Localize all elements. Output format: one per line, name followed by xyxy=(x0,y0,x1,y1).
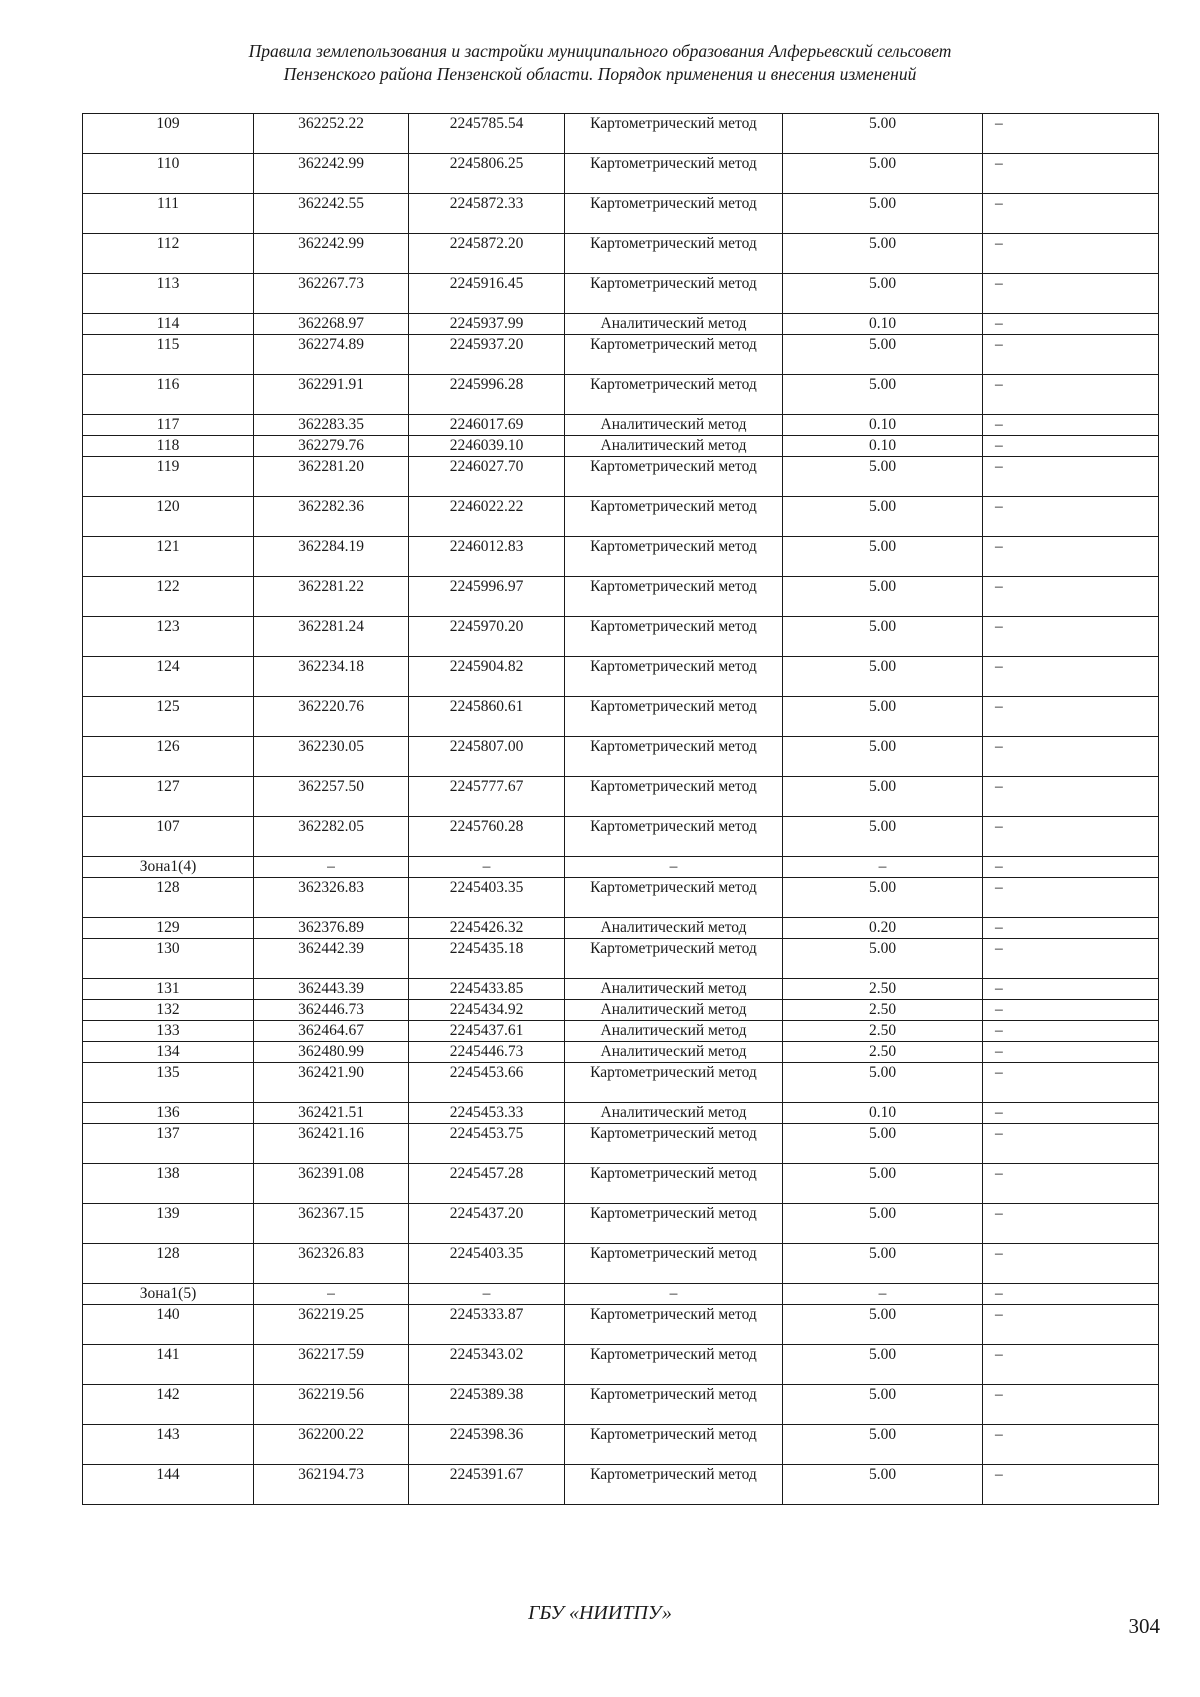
y-coordinate-cell: 2245970.20 xyxy=(409,617,565,657)
note-cell: – xyxy=(983,577,1159,617)
note-cell: – xyxy=(983,918,1159,939)
x-coordinate-cell: 362443.39 xyxy=(254,979,409,1000)
method-cell: Картометрический метод xyxy=(565,154,783,194)
note-cell: – xyxy=(983,1305,1159,1345)
footer-organization: ГБУ «НИИТПУ» xyxy=(528,1602,672,1624)
table-row xyxy=(83,436,1159,457)
note-cell: – xyxy=(983,737,1159,777)
y-coordinate-cell: 2245433.85 xyxy=(409,979,565,1000)
point-number-cell: 111 xyxy=(83,194,254,234)
y-coordinate-cell: 2245403.35 xyxy=(409,878,565,918)
x-coordinate-cell: – xyxy=(254,1284,409,1305)
method-cell: Картометрический метод xyxy=(565,577,783,617)
table-row xyxy=(83,777,1159,817)
point-number-cell: 119 xyxy=(83,457,254,497)
point-number-cell: 113 xyxy=(83,274,254,314)
x-coordinate-cell: 362230.05 xyxy=(254,737,409,777)
x-coordinate-cell: 362281.20 xyxy=(254,457,409,497)
note-cell: – xyxy=(983,114,1159,154)
point-number-cell: 132 xyxy=(83,1000,254,1021)
point-number-cell: 125 xyxy=(83,697,254,737)
x-coordinate-cell: 362282.36 xyxy=(254,497,409,537)
accuracy-cell: 5.00 xyxy=(783,194,983,234)
y-coordinate-cell: 2245403.35 xyxy=(409,1244,565,1284)
x-coordinate-cell: 362367.15 xyxy=(254,1204,409,1244)
note-cell: – xyxy=(983,234,1159,274)
page-header xyxy=(0,40,1200,86)
note-cell: – xyxy=(983,335,1159,375)
note-cell: – xyxy=(983,1204,1159,1244)
table-row xyxy=(83,1164,1159,1204)
y-coordinate-cell: 2246022.22 xyxy=(409,497,565,537)
method-cell: Картометрический метод xyxy=(565,617,783,657)
accuracy-cell: 0.10 xyxy=(783,415,983,436)
point-number-cell: 117 xyxy=(83,415,254,436)
y-coordinate-cell: 2245996.97 xyxy=(409,577,565,617)
y-coordinate-cell: 2245389.38 xyxy=(409,1385,565,1425)
point-number-cell: 141 xyxy=(83,1345,254,1385)
y-coordinate-cell: 2245453.33 xyxy=(409,1103,565,1124)
y-coordinate-cell: – xyxy=(409,857,565,878)
x-coordinate-cell: 362391.08 xyxy=(254,1164,409,1204)
method-cell: Картометрический метод xyxy=(565,114,783,154)
x-coordinate-cell: 362257.50 xyxy=(254,777,409,817)
x-coordinate-cell: 362480.99 xyxy=(254,1042,409,1063)
point-number-cell: 139 xyxy=(83,1204,254,1244)
table-row xyxy=(83,1204,1159,1244)
accuracy-cell: 5.00 xyxy=(783,234,983,274)
x-coordinate-cell: 362283.35 xyxy=(254,415,409,436)
y-coordinate-cell: 2245437.61 xyxy=(409,1021,565,1042)
x-coordinate-cell: 362326.83 xyxy=(254,1244,409,1284)
table-row xyxy=(83,1284,1159,1305)
x-coordinate-cell: 362421.51 xyxy=(254,1103,409,1124)
table-row xyxy=(83,1021,1159,1042)
x-coordinate-cell: 362284.19 xyxy=(254,537,409,577)
accuracy-cell: 2.50 xyxy=(783,979,983,1000)
y-coordinate-cell: 2245996.28 xyxy=(409,375,565,415)
accuracy-cell: 5.00 xyxy=(783,737,983,777)
x-coordinate-cell: 362217.59 xyxy=(254,1345,409,1385)
point-number-cell: 112 xyxy=(83,234,254,274)
header-line-2: Пензенского района Пензенской области. Порядок применения и внесения изменений xyxy=(283,64,917,84)
table-row xyxy=(83,1465,1159,1505)
table-row xyxy=(83,537,1159,577)
table-row xyxy=(83,878,1159,918)
accuracy-cell: 5.00 xyxy=(783,617,983,657)
point-number-cell: 130 xyxy=(83,939,254,979)
x-coordinate-cell: 362421.16 xyxy=(254,1124,409,1164)
method-cell: Картометрический метод xyxy=(565,939,783,979)
accuracy-cell: 5.00 xyxy=(783,1425,983,1465)
y-coordinate-cell: 2245937.20 xyxy=(409,335,565,375)
table-row xyxy=(83,415,1159,436)
y-coordinate-cell: 2245446.73 xyxy=(409,1042,565,1063)
method-cell: Картометрический метод xyxy=(565,1124,783,1164)
table-row xyxy=(83,375,1159,415)
y-coordinate-cell: 2246012.83 xyxy=(409,537,565,577)
table-row xyxy=(83,1124,1159,1164)
point-number-cell: 121 xyxy=(83,537,254,577)
y-coordinate-cell: 2245391.67 xyxy=(409,1465,565,1505)
point-number-cell: 135 xyxy=(83,1063,254,1103)
y-coordinate-cell: 2245807.00 xyxy=(409,737,565,777)
y-coordinate-cell: 2245453.66 xyxy=(409,1063,565,1103)
x-coordinate-cell: 362421.90 xyxy=(254,1063,409,1103)
accuracy-cell: 5.00 xyxy=(783,274,983,314)
y-coordinate-cell: 2245398.36 xyxy=(409,1425,565,1465)
note-cell: – xyxy=(983,939,1159,979)
y-coordinate-cell: 2245806.25 xyxy=(409,154,565,194)
point-number-cell: 140 xyxy=(83,1305,254,1345)
x-coordinate-cell: 362220.76 xyxy=(254,697,409,737)
method-cell: Аналитический метод xyxy=(565,979,783,1000)
table-row xyxy=(83,1103,1159,1124)
accuracy-cell: 5.00 xyxy=(783,1063,983,1103)
note-cell: – xyxy=(983,1042,1159,1063)
table-row xyxy=(83,274,1159,314)
header-line-1: Правила землепользования и застройки муниципального образования Алферьевский сельсовет xyxy=(248,41,952,61)
note-cell: – xyxy=(983,1124,1159,1164)
table-row xyxy=(83,1000,1159,1021)
accuracy-cell: 0.10 xyxy=(783,1103,983,1124)
note-cell: – xyxy=(983,375,1159,415)
point-number-cell: Зона1(4) xyxy=(83,857,254,878)
method-cell: – xyxy=(565,857,783,878)
note-cell: – xyxy=(983,497,1159,537)
note-cell: – xyxy=(983,194,1159,234)
y-coordinate-cell: 2246039.10 xyxy=(409,436,565,457)
x-coordinate-cell: 362442.39 xyxy=(254,939,409,979)
table-row xyxy=(83,1385,1159,1425)
table-row xyxy=(83,918,1159,939)
accuracy-cell: 5.00 xyxy=(783,697,983,737)
method-cell: Аналитический метод xyxy=(565,415,783,436)
y-coordinate-cell: 2246027.70 xyxy=(409,457,565,497)
x-coordinate-cell: 362242.99 xyxy=(254,154,409,194)
x-coordinate-cell: 362281.22 xyxy=(254,577,409,617)
point-number-cell: 142 xyxy=(83,1385,254,1425)
y-coordinate-cell: 2245916.45 xyxy=(409,274,565,314)
note-cell: – xyxy=(983,154,1159,194)
table-row xyxy=(83,1305,1159,1345)
y-coordinate-cell: 2245860.61 xyxy=(409,697,565,737)
accuracy-cell: 5.00 xyxy=(783,878,983,918)
accuracy-cell: – xyxy=(783,857,983,878)
method-cell: Картометрический метод xyxy=(565,1164,783,1204)
table-row xyxy=(83,457,1159,497)
method-cell: Картометрический метод xyxy=(565,1204,783,1244)
note-cell: – xyxy=(983,1000,1159,1021)
x-coordinate-cell: 362219.56 xyxy=(254,1385,409,1425)
page-number: 304 xyxy=(1128,1614,1160,1638)
note-cell: – xyxy=(983,436,1159,457)
x-coordinate-cell: 362376.89 xyxy=(254,918,409,939)
point-number-cell: 110 xyxy=(83,154,254,194)
method-cell: Картометрический метод xyxy=(565,737,783,777)
y-coordinate-cell: 2245457.28 xyxy=(409,1164,565,1204)
method-cell: Аналитический метод xyxy=(565,314,783,335)
accuracy-cell: 2.50 xyxy=(783,1021,983,1042)
point-number-cell: 129 xyxy=(83,918,254,939)
accuracy-cell: 2.50 xyxy=(783,1000,983,1021)
x-coordinate-cell: 362279.76 xyxy=(254,436,409,457)
x-coordinate-cell: – xyxy=(254,857,409,878)
table-row xyxy=(83,335,1159,375)
accuracy-cell: 5.00 xyxy=(783,375,983,415)
note-cell: – xyxy=(983,697,1159,737)
table-row xyxy=(83,857,1159,878)
method-cell: Картометрический метод xyxy=(565,697,783,737)
y-coordinate-cell: 2245453.75 xyxy=(409,1124,565,1164)
table-row xyxy=(83,497,1159,537)
x-coordinate-cell: 362234.18 xyxy=(254,657,409,697)
table-row xyxy=(83,577,1159,617)
x-coordinate-cell: 362282.05 xyxy=(254,817,409,857)
y-coordinate-cell: 2246017.69 xyxy=(409,415,565,436)
method-cell: Картометрический метод xyxy=(565,817,783,857)
method-cell: Аналитический метод xyxy=(565,1021,783,1042)
note-cell: – xyxy=(983,1284,1159,1305)
accuracy-cell: – xyxy=(783,1284,983,1305)
point-number-cell: 124 xyxy=(83,657,254,697)
y-coordinate-cell: 2245777.67 xyxy=(409,777,565,817)
x-coordinate-cell: 362326.83 xyxy=(254,878,409,918)
x-coordinate-cell: 362268.97 xyxy=(254,314,409,335)
point-number-cell: 134 xyxy=(83,1042,254,1063)
note-cell: – xyxy=(983,1425,1159,1465)
method-cell: Картометрический метод xyxy=(565,274,783,314)
y-coordinate-cell: – xyxy=(409,1284,565,1305)
x-coordinate-cell: 362267.73 xyxy=(254,274,409,314)
accuracy-cell: 5.00 xyxy=(783,1204,983,1244)
y-coordinate-cell: 2245435.18 xyxy=(409,939,565,979)
accuracy-cell: 5.00 xyxy=(783,335,983,375)
x-coordinate-cell: 362281.24 xyxy=(254,617,409,657)
accuracy-cell: 2.50 xyxy=(783,1042,983,1063)
table-row xyxy=(83,1425,1159,1465)
y-coordinate-cell: 2245872.33 xyxy=(409,194,565,234)
y-coordinate-cell: 2245760.28 xyxy=(409,817,565,857)
x-coordinate-cell: 362252.22 xyxy=(254,114,409,154)
table-row xyxy=(83,1042,1159,1063)
accuracy-cell: 5.00 xyxy=(783,1305,983,1345)
method-cell: Картометрический метод xyxy=(565,878,783,918)
point-number-cell: 133 xyxy=(83,1021,254,1042)
table-row xyxy=(83,617,1159,657)
note-cell: – xyxy=(983,415,1159,436)
method-cell: Картометрический метод xyxy=(565,457,783,497)
point-number-cell: 107 xyxy=(83,817,254,857)
method-cell: Аналитический метод xyxy=(565,436,783,457)
table-row xyxy=(83,979,1159,1000)
accuracy-cell: 5.00 xyxy=(783,154,983,194)
note-cell: – xyxy=(983,878,1159,918)
accuracy-cell: 5.00 xyxy=(783,1244,983,1284)
x-coordinate-cell: 362464.67 xyxy=(254,1021,409,1042)
table-row xyxy=(83,939,1159,979)
method-cell: Аналитический метод xyxy=(565,1000,783,1021)
note-cell: – xyxy=(983,537,1159,577)
point-number-cell: 138 xyxy=(83,1164,254,1204)
y-coordinate-cell: 2245333.87 xyxy=(409,1305,565,1345)
point-number-cell: 131 xyxy=(83,979,254,1000)
method-cell: Картометрический метод xyxy=(565,335,783,375)
y-coordinate-cell: 2245437.20 xyxy=(409,1204,565,1244)
x-coordinate-cell: 362291.91 xyxy=(254,375,409,415)
table-row xyxy=(83,697,1159,737)
method-cell: Картометрический метод xyxy=(565,1305,783,1345)
point-number-cell: 120 xyxy=(83,497,254,537)
x-coordinate-cell: 362219.25 xyxy=(254,1305,409,1345)
x-coordinate-cell: 362242.99 xyxy=(254,234,409,274)
note-cell: – xyxy=(983,1164,1159,1204)
accuracy-cell: 5.00 xyxy=(783,817,983,857)
accuracy-cell: 5.00 xyxy=(783,1164,983,1204)
note-cell: – xyxy=(983,1063,1159,1103)
y-coordinate-cell: 2245426.32 xyxy=(409,918,565,939)
note-cell: – xyxy=(983,857,1159,878)
x-coordinate-cell: 362242.55 xyxy=(254,194,409,234)
point-number-cell: 114 xyxy=(83,314,254,335)
x-coordinate-cell: 362194.73 xyxy=(254,1465,409,1505)
accuracy-cell: 0.10 xyxy=(783,436,983,457)
note-cell: – xyxy=(983,617,1159,657)
table-row xyxy=(83,657,1159,697)
y-coordinate-cell: 2245434.92 xyxy=(409,1000,565,1021)
x-coordinate-cell: 362274.89 xyxy=(254,335,409,375)
method-cell: Картометрический метод xyxy=(565,234,783,274)
note-cell: – xyxy=(983,1103,1159,1124)
note-cell: – xyxy=(983,1465,1159,1505)
table-row xyxy=(83,194,1159,234)
note-cell: – xyxy=(983,1021,1159,1042)
method-cell: Картометрический метод xyxy=(565,1244,783,1284)
point-number-cell: 143 xyxy=(83,1425,254,1465)
accuracy-cell: 5.00 xyxy=(783,1345,983,1385)
point-number-cell: Зона1(5) xyxy=(83,1284,254,1305)
accuracy-cell: 5.00 xyxy=(783,1385,983,1425)
accuracy-cell: 5.00 xyxy=(783,1465,983,1505)
point-number-cell: 115 xyxy=(83,335,254,375)
point-number-cell: 136 xyxy=(83,1103,254,1124)
point-number-cell: 128 xyxy=(83,1244,254,1284)
method-cell: Картометрический метод xyxy=(565,1063,783,1103)
table-row xyxy=(83,314,1159,335)
method-cell: Картометрический метод xyxy=(565,194,783,234)
accuracy-cell: 5.00 xyxy=(783,657,983,697)
point-number-cell: 118 xyxy=(83,436,254,457)
note-cell: – xyxy=(983,1244,1159,1284)
accuracy-cell: 5.00 xyxy=(783,939,983,979)
y-coordinate-cell: 2245872.20 xyxy=(409,234,565,274)
note-cell: – xyxy=(983,1385,1159,1425)
table-row xyxy=(83,234,1159,274)
method-cell: Картометрический метод xyxy=(565,497,783,537)
method-cell: Картометрический метод xyxy=(565,1385,783,1425)
note-cell: – xyxy=(983,314,1159,335)
point-number-cell: 122 xyxy=(83,577,254,617)
note-cell: – xyxy=(983,457,1159,497)
note-cell: – xyxy=(983,979,1159,1000)
y-coordinate-cell: 2245785.54 xyxy=(409,114,565,154)
method-cell: Картометрический метод xyxy=(565,1465,783,1505)
accuracy-cell: 5.00 xyxy=(783,497,983,537)
accuracy-cell: 5.00 xyxy=(783,577,983,617)
method-cell: Картометрический метод xyxy=(565,537,783,577)
table-row xyxy=(83,817,1159,857)
y-coordinate-cell: 2245343.02 xyxy=(409,1345,565,1385)
note-cell: – xyxy=(983,657,1159,697)
x-coordinate-cell: 362200.22 xyxy=(254,1425,409,1465)
method-cell: Картометрический метод xyxy=(565,1425,783,1465)
table-row xyxy=(83,1244,1159,1284)
accuracy-cell: 5.00 xyxy=(783,777,983,817)
method-cell: Картометрический метод xyxy=(565,1345,783,1385)
accuracy-cell: 5.00 xyxy=(783,457,983,497)
note-cell: – xyxy=(983,777,1159,817)
point-number-cell: 126 xyxy=(83,737,254,777)
table-row xyxy=(83,1345,1159,1385)
note-cell: – xyxy=(983,274,1159,314)
note-cell: – xyxy=(983,1345,1159,1385)
accuracy-cell: 5.00 xyxy=(783,1124,983,1164)
point-number-cell: 128 xyxy=(83,878,254,918)
table-row xyxy=(83,737,1159,777)
point-number-cell: 137 xyxy=(83,1124,254,1164)
accuracy-cell: 5.00 xyxy=(783,114,983,154)
accuracy-cell: 0.20 xyxy=(783,918,983,939)
point-number-cell: 116 xyxy=(83,375,254,415)
point-number-cell: 127 xyxy=(83,777,254,817)
method-cell: Аналитический метод xyxy=(565,1103,783,1124)
y-coordinate-cell: 2245937.99 xyxy=(409,314,565,335)
point-number-cell: 123 xyxy=(83,617,254,657)
method-cell: – xyxy=(565,1284,783,1305)
note-cell: – xyxy=(983,817,1159,857)
point-number-cell: 144 xyxy=(83,1465,254,1505)
method-cell: Аналитический метод xyxy=(565,1042,783,1063)
accuracy-cell: 0.10 xyxy=(783,314,983,335)
method-cell: Картометрический метод xyxy=(565,657,783,697)
table-row xyxy=(83,1063,1159,1103)
table-row xyxy=(83,114,1159,154)
accuracy-cell: 5.00 xyxy=(783,537,983,577)
method-cell: Аналитический метод xyxy=(565,918,783,939)
x-coordinate-cell: 362446.73 xyxy=(254,1000,409,1021)
y-coordinate-cell: 2245904.82 xyxy=(409,657,565,697)
method-cell: Картометрический метод xyxy=(565,375,783,415)
coordinates-table-body xyxy=(83,114,1159,1505)
table-row xyxy=(83,154,1159,194)
method-cell: Картометрический метод xyxy=(565,777,783,817)
point-number-cell: 109 xyxy=(83,114,254,154)
coordinates-table xyxy=(82,113,1159,1505)
